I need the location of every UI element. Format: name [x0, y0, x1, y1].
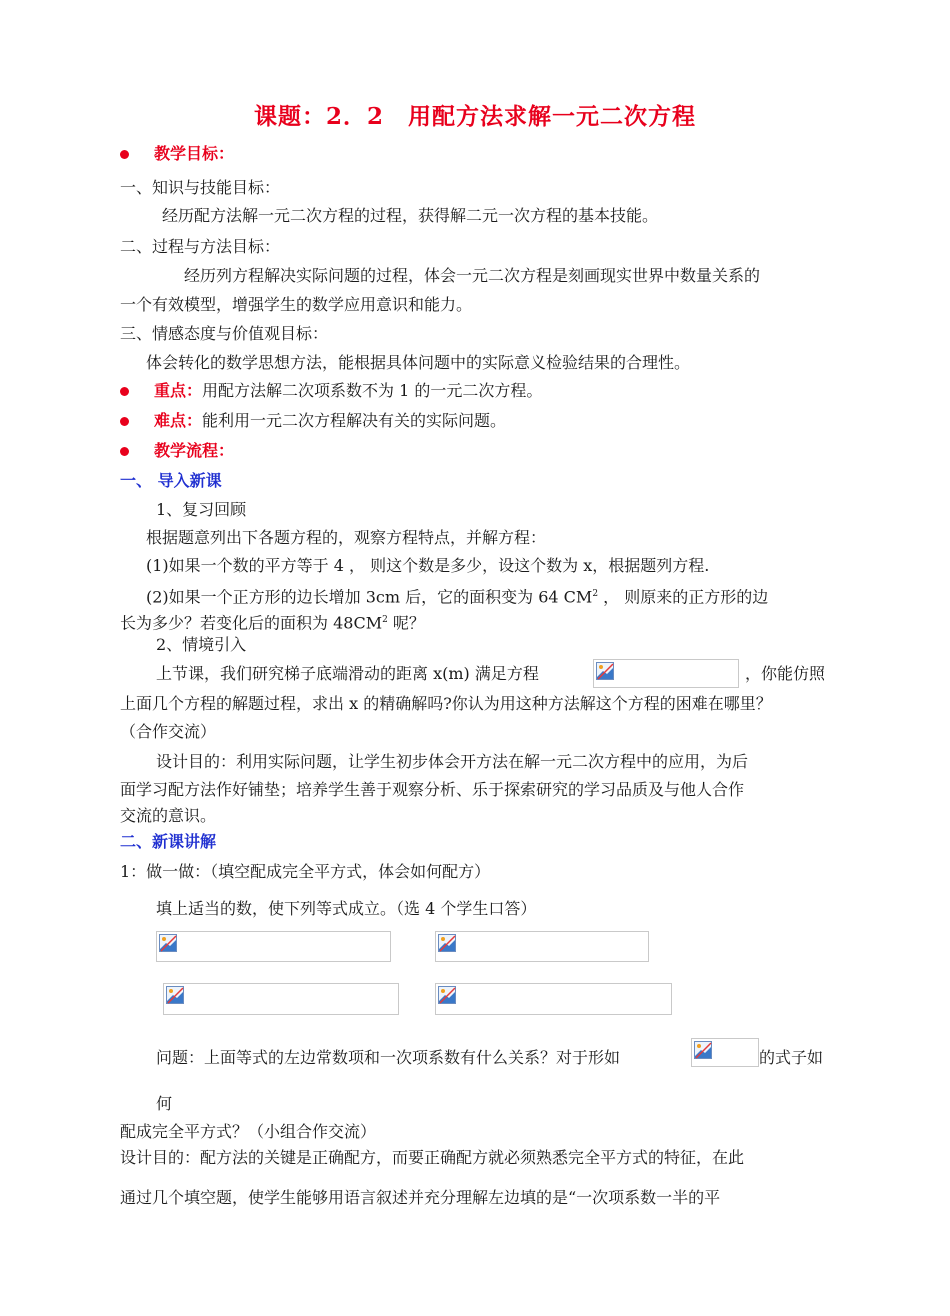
question-2a: [146, 583, 768, 608]
question-a-tail: 的式子如: [759, 1048, 824, 1067]
equation-image: [435, 931, 649, 962]
question-b: 何: [156, 1094, 173, 1113]
review-intro: 根据题意列出下各题方程的，观察方程特点，并解方程：: [146, 528, 547, 547]
equation-image: [435, 983, 672, 1015]
section2-heading: 二、新课讲解: [120, 832, 217, 851]
question-c: 配成完全平方式？（小组合作交流）: [120, 1122, 377, 1141]
equation-image: [593, 659, 739, 688]
design1-a: 设计目的：利用实际问题，让学生初步体会开方法在解一元二次方程中的应用，为后: [156, 752, 749, 771]
goal3-text: 体会转化的数学思想方法，能根据具体问题中的实际意义检验结果的合理性。: [146, 353, 691, 372]
question-a: 问题：上面等式的左边常数项和一次项系数有什么关系？对于形如: [156, 1048, 621, 1067]
design1-c: 交流的意识。: [120, 806, 217, 825]
goal3-heading: 三、情感态度与价值观目标：: [120, 324, 329, 343]
context-b: 上面几个方程的解题过程，求出 x 的精确解吗?你认为用这种方法解这个方程的困难在哪里？: [120, 694, 772, 713]
page-title: 课题：2．2 用配方法求解一元二次方程: [253, 103, 696, 130]
goals-heading: 教学目标：: [154, 144, 235, 163]
process-heading: 教学流程：: [154, 441, 235, 460]
goal2-text-a: 经历列方程解决实际问题的过程，体会一元二次方程是刻画现实世界中数量关系的: [184, 266, 761, 285]
q2b-text: 长为多少？若变化后的面积为 48CM: [120, 613, 383, 633]
equation-image: [163, 983, 399, 1015]
difficulty-text: 能利用一元二次方程解决有关的实际问题。: [202, 411, 507, 430]
broken-image-icon: [159, 934, 177, 952]
goal2-text-b: 一个有效模型，增强学生的数学应用意识和能力。: [120, 295, 473, 314]
context-heading: 2、情境引入: [156, 635, 247, 654]
context-c: （合作交流）: [120, 722, 217, 741]
goal1-text: 经历配方法解一元二次方程的过程，获得解二元一次方程的基本技能。: [162, 206, 659, 225]
bullet-icon: [120, 417, 129, 426]
question-1: (1)如果一个数的平方等于 4 ， 则这个数是多少，设这个数为 x，根据题列方程.: [146, 556, 710, 575]
goal1-heading: 一、知识与技能目标：: [120, 178, 281, 197]
key-point: [154, 380, 542, 402]
design2-b: 通过几个填空题，使学生能够用语言叙述并充分理解左边填的是“一次项系数一半的平: [120, 1188, 721, 1207]
q2a-sup: 2: [592, 589, 599, 599]
q2b-sup: 2: [382, 615, 388, 625]
difficulty: [154, 410, 506, 432]
context-a-tail: ，你能仿照: [745, 664, 826, 683]
bullet-icon: [120, 150, 129, 159]
bullet-icon: [120, 387, 129, 396]
key-text: 用配方法解二次项系数不为 1 的一元二次方程。: [202, 381, 543, 400]
section1-heading: 一、 导入新课: [120, 471, 222, 490]
question-2b: [120, 609, 425, 634]
q2a-text: (2)如果一个正方形的边长增加 3cm 后，它的面积变为 64 CM: [146, 587, 593, 607]
context-a: 上节课，我们研究梯子底端滑动的距离 x(m) 满足方程: [156, 664, 539, 683]
broken-image-icon: [438, 934, 456, 952]
try-heading: 1：做一做：（填空配成完全平方式，体会如何配方）: [120, 862, 491, 881]
bullet-icon: [120, 447, 129, 456]
q2a-tail: ， 则原来的正方形的边: [598, 587, 769, 607]
design2-a: 设计目的：配方法的关键是正确配方，而要正确配方就必须熟悉完全平方式的特征，在此: [120, 1148, 745, 1167]
broken-image-icon: [596, 662, 614, 680]
equation-image: [156, 931, 391, 962]
difficulty-label: 难点：: [154, 411, 203, 430]
fill-instruction: 填上适当的数，使下列等式成立。（选 4 个学生口答）: [156, 899, 537, 918]
broken-image-icon: [438, 986, 456, 1004]
equation-image: [691, 1038, 759, 1067]
review-heading: 1、复习回顾: [156, 500, 247, 519]
design1-b: 面学习配方法作好铺垫；培养学生善于观察分析、乐于探索研究的学习品质及与他人合作: [120, 780, 745, 799]
goal2-heading: 二、过程与方法目标：: [120, 237, 281, 256]
broken-image-icon: [166, 986, 184, 1004]
q2b-tail: 呢？: [387, 613, 425, 633]
key-label: 重点：: [154, 381, 203, 400]
broken-image-icon: [694, 1041, 712, 1059]
